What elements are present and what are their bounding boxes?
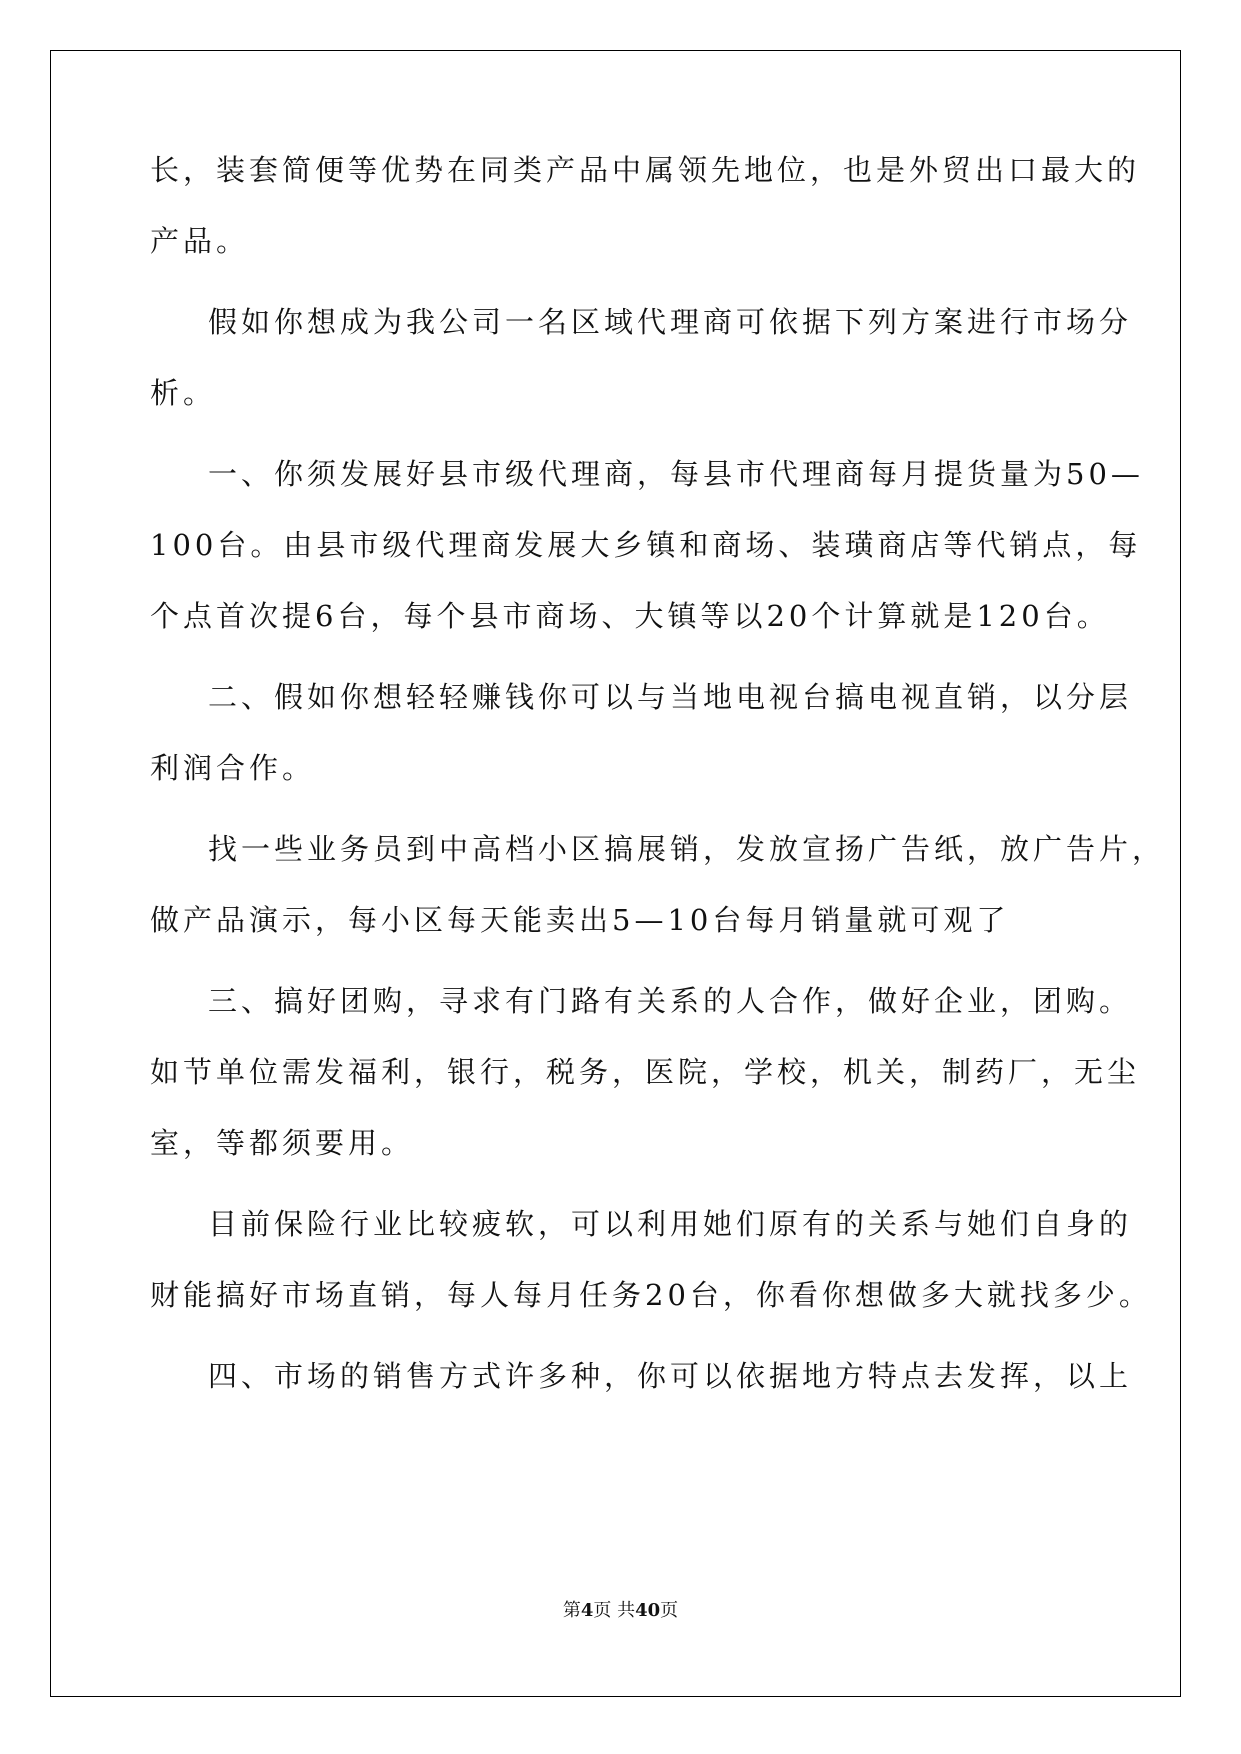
current-page-number: 4 <box>580 1600 594 1621</box>
paragraph-line: 二、假如你想轻轻赚钱你可以与当地电视台搞电视直销，以分层 <box>208 680 1133 714</box>
footer-prefix: 第 <box>562 1600 581 1621</box>
body-line: 产品。 <box>150 224 250 258</box>
body-line: 如节单位需发福利，银行，税务，医院，学校，机关，制药厂，无尘 <box>150 1055 1141 1089</box>
page-border <box>50 50 1181 1697</box>
body-line: 析。 <box>150 376 217 410</box>
total-pages-number: 40 <box>635 1600 661 1621</box>
paragraph-line: 四、市场的销售方式许多种，你可以依据地方特点去发挥，以上 <box>208 1359 1133 1393</box>
body-line: 室，等都须要用。 <box>150 1126 415 1160</box>
paragraph-line: 目前保险行业比较疲软，可以利用她们原有的关系与她们自身的 <box>208 1207 1133 1241</box>
paragraph-line: 一、你须发展好县市级代理商，每县市代理商每月提货量为50— <box>208 457 1144 491</box>
paragraph-line: 假如你想成为我公司一名区域代理商可依据下列方案进行市场分 <box>208 305 1133 339</box>
body-line: 100台。由县市级代理商发展大乡镇和商场、装璜商店等代销点，每 <box>150 528 1142 562</box>
body-line: 做产品演示，每小区每天能卖出5—10台每月销量就可观了 <box>150 903 1010 937</box>
body-line: 财能搞好市场直销，每人每月任务20台，你看你想做多大就找多少。 <box>150 1278 1152 1312</box>
page-footer <box>0 1596 1241 1622</box>
body-line: 长，装套简便等优势在同类产品中属领先地位，也是外贸出口最大的 <box>150 153 1141 187</box>
footer-middle: 页 共 <box>593 1600 636 1621</box>
footer-suffix: 页 <box>660 1600 679 1621</box>
paragraph-line: 三、搞好团购，寻求有门路有关系的人合作，做好企业，团购。 <box>208 984 1133 1018</box>
body-line: 利润合作。 <box>150 751 316 785</box>
paragraph-line: 找一些业务员到中高档小区搞展销，发放宣扬广告纸，放广告片， <box>208 832 1166 866</box>
body-line: 个点首次提6台，每个县市商场、大镇等以20个计算就是120台。 <box>150 599 1110 633</box>
